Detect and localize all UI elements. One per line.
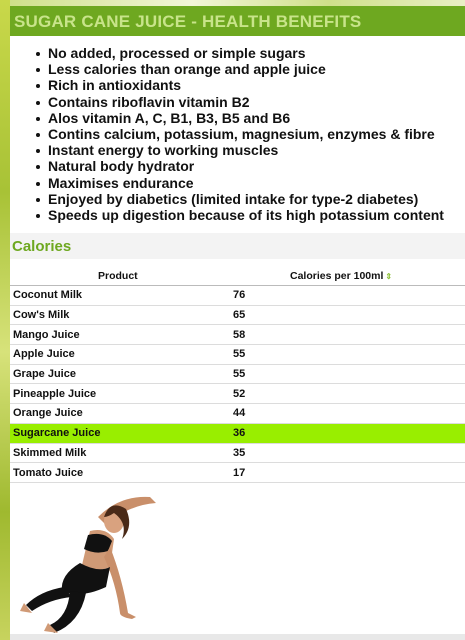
table-row — [10, 384, 465, 404]
benefit-item: Contains riboflavin vitamin B2 — [36, 94, 461, 110]
benefit-item: Maximises endurance — [36, 175, 461, 191]
fitness-woman-photo — [10, 487, 170, 635]
page-header — [10, 6, 465, 36]
table-row — [10, 325, 465, 345]
benefit-item: Rich in antioxidants — [36, 77, 461, 93]
benefit-item: Contins calcium, potassium, magnesium, enzymes & fibre — [36, 126, 461, 142]
calories-section-title: Calories — [12, 238, 72, 255]
product-cell: Tomato Juice — [10, 463, 228, 483]
column-header-product-label: Product — [98, 269, 138, 282]
column-header-calories[interactable] — [228, 266, 465, 286]
calories-cell: 52 — [228, 384, 465, 404]
table-row — [10, 404, 465, 424]
benefit-item: Natural body hydrator — [36, 158, 461, 174]
product-cell: Grape Juice — [10, 364, 228, 384]
product-cell: Pineapple Juice — [10, 384, 228, 404]
benefits-list — [36, 45, 461, 223]
calories-cell: 35 — [228, 443, 465, 463]
calories-cell: 17 — [228, 463, 465, 483]
calories-table — [10, 266, 465, 483]
table-row — [10, 463, 465, 483]
calories-cell: 55 — [228, 364, 465, 384]
product-cell: Coconut Milk — [10, 286, 228, 306]
benefit-item: No added, processed or simple sugars — [36, 45, 461, 61]
product-cell: Apple Juice — [10, 345, 228, 365]
product-cell: Orange Juice — [10, 404, 228, 424]
calories-cell: 58 — [228, 325, 465, 345]
calories-section-header — [10, 233, 465, 259]
benefit-item: Speeds up digestion because of its high potassium content — [36, 207, 461, 223]
sort-icon[interactable]: ⇕ — [385, 271, 393, 281]
calories-cell: 76 — [228, 286, 465, 306]
decorative-bottom-strip — [10, 634, 465, 640]
calories-cell: 44 — [228, 404, 465, 424]
product-cell: Skimmed Milk — [10, 443, 228, 463]
product-cell: Sugarcane Juice — [10, 423, 228, 443]
column-header-product[interactable] — [10, 266, 228, 286]
column-header-calories-label: Calories per 100ml — [290, 269, 384, 282]
calories-cell: 65 — [228, 305, 465, 325]
decorative-left-border — [0, 0, 10, 640]
benefit-item: Alos vitamin A, C, B1, B3, B5 and B6 — [36, 110, 461, 126]
table-row — [10, 364, 465, 384]
calories-cell: 55 — [228, 345, 465, 365]
benefit-item: Less calories than orange and apple juice — [36, 61, 461, 77]
benefit-item: Enjoyed by diabetics (limited intake for type-2 diabetes) — [36, 191, 461, 207]
table-row — [10, 305, 465, 325]
table-header-row — [10, 266, 465, 286]
product-cell: Cow's Milk — [10, 305, 228, 325]
table-row — [10, 345, 465, 365]
page-title: SUGAR CANE JUICE - HEALTH BENEFITS — [14, 12, 362, 31]
table-row-highlighted — [10, 423, 465, 443]
table-row — [10, 286, 465, 306]
benefit-item: Instant energy to working muscles — [36, 142, 461, 158]
table-row — [10, 443, 465, 463]
product-cell: Mango Juice — [10, 325, 228, 345]
calories-cell: 36 — [228, 423, 465, 443]
